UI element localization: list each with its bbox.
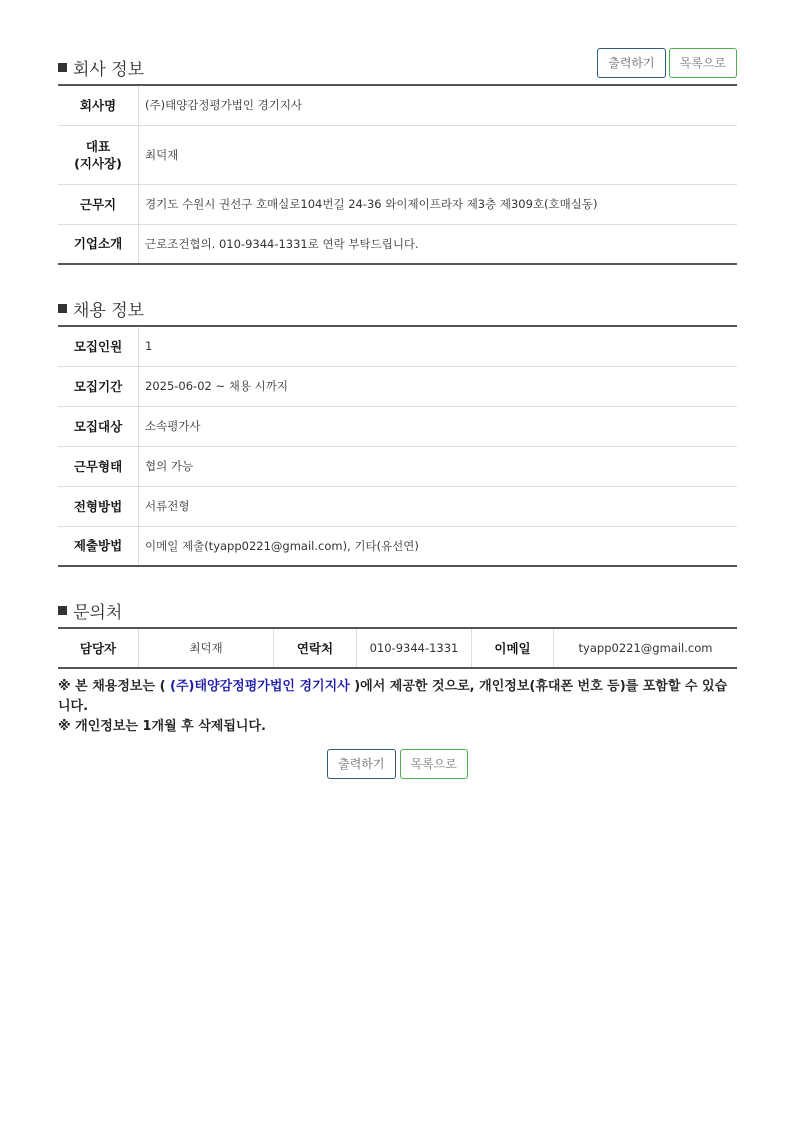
top-button-group (597, 48, 737, 78)
table-row (58, 628, 737, 668)
page-content (58, 0, 737, 779)
table-row (58, 224, 737, 264)
table-row (58, 446, 737, 486)
table-row (58, 406, 737, 446)
company-section-title-text: 회사 정보 (73, 60, 145, 80)
recruit-period-value: 2025-06-02 ~ 채용 시까지 (139, 366, 738, 406)
table-row (58, 526, 737, 566)
print-button-bottom[interactable]: 출력하기 (327, 749, 395, 779)
company-name-label: 회사명 (58, 85, 139, 125)
ceo-label-line1: 대표 (85, 138, 111, 154)
list-button[interactable]: 목록으로 (669, 48, 737, 78)
recruit-target-label: 모집대상 (58, 406, 139, 446)
company-intro-value: 근로조건협의. 010-9344-1331로 연락 부탁드립니다. (145, 236, 419, 251)
recruit-info-table (58, 325, 737, 567)
list-button-bottom[interactable]: 목록으로 (400, 749, 468, 779)
screening-method-value: 서류전형 (139, 486, 738, 526)
square-bullet-icon (58, 606, 67, 615)
phone-label: 연락처 (274, 628, 357, 668)
table-row (58, 125, 737, 184)
notice-line-1 (58, 677, 737, 717)
email-label: 이메일 (472, 628, 554, 668)
ceo-label (58, 125, 139, 184)
recruit-section-title (58, 296, 144, 321)
table-row (58, 184, 737, 224)
recruit-section-header (58, 289, 737, 325)
notice-line-2: ※ 개인정보는 1개월 후 삭제됩니다. (58, 719, 266, 734)
recruit-target-value: 소속평가사 (139, 406, 738, 446)
workplace-value: 경기도 수원시 권선구 호매실로104번길 24-36 와이제이프라자 제3층 제309호(호매실동) (139, 184, 738, 224)
contact-section-header (58, 591, 737, 627)
contact-table (58, 627, 737, 669)
submission-method-label: 제출방법 (58, 526, 139, 566)
notice-company-name: (주)태양감정평가법인 경기지사 (170, 679, 350, 694)
phone-value: 010-9344-1331 (357, 628, 472, 668)
company-section-header (58, 48, 737, 84)
contact-section-title (58, 598, 122, 623)
square-bullet-icon (58, 63, 67, 72)
workplace-label: 근무지 (58, 184, 139, 224)
print-button[interactable]: 출력하기 (597, 48, 665, 78)
ceo-value: 최덕재 (139, 125, 738, 184)
company-name-value: (주)태양감정평가법인 경기지사 (139, 85, 738, 125)
notice-suffix: )에서 제공한 것으로, 개인정보(휴대폰 번호 등)를 포함할 수 있습니다. (58, 679, 728, 714)
ceo-label-line2: (지사장) (74, 155, 122, 171)
company-info-table (58, 84, 737, 265)
notice-prefix: ※ 본 채용정보는 ( (58, 679, 171, 694)
work-type-label: 근무형태 (58, 446, 139, 486)
screening-method-label: 전형방법 (58, 486, 139, 526)
email-value: tyapp0221@gmail.com (578, 641, 713, 655)
submission-method-value: 이메일 제출(tyapp0221@gmail.com), 기타(유선연) (145, 538, 419, 553)
recruit-period-label: 모집기간 (58, 366, 139, 406)
work-type-value: 협의 가능 (139, 446, 738, 486)
recruit-count-label: 모집인원 (58, 326, 139, 366)
table-row (58, 486, 737, 526)
contact-section-title-text: 문의처 (73, 603, 123, 623)
company-intro-label: 기업소개 (58, 224, 139, 264)
manager-value: 최덕재 (139, 628, 274, 668)
recruit-count-value: 1 (139, 326, 738, 366)
square-bullet-icon (58, 304, 67, 313)
table-row (58, 85, 737, 125)
company-section-title (58, 55, 144, 80)
table-row (58, 366, 737, 406)
privacy-notice (58, 677, 737, 737)
table-row (58, 326, 737, 366)
bottom-button-group (58, 749, 737, 779)
manager-label: 담당자 (58, 628, 139, 668)
recruit-section-title-text: 채용 정보 (73, 301, 145, 321)
